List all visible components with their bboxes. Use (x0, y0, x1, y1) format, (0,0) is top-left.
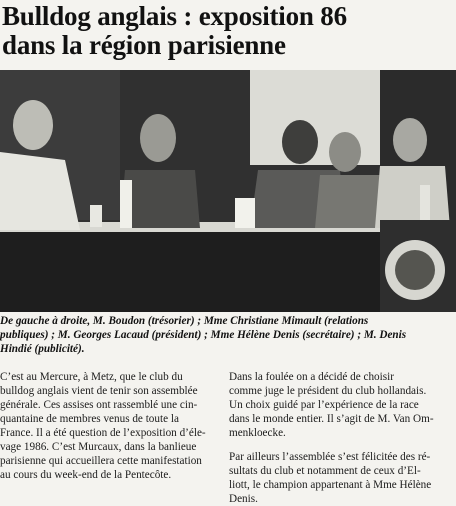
article-headline (2, 2, 454, 60)
body-line: vage 1986. C’est Murcaux, dans la banlieue (0, 441, 197, 453)
body-line: comme juge le président du club hollandais. (229, 385, 427, 397)
body-line: sultats du club et notamment de ceux d’El- (229, 465, 421, 477)
body-line: générale. Ces assises ont rassemblé une cin- (0, 399, 198, 411)
headline-line: dans la région parisienne (2, 30, 286, 60)
caption-line: publiques) ; M. Georges Lacaud (président) ; Mme Hélène Denis (secrétaire) ; M. Denis (0, 329, 407, 341)
body-line: Par ailleurs l’assemblée s’est félicitée des ré- (229, 451, 431, 463)
body-line: parisienne qui accueillera cette manifestation (0, 455, 202, 467)
body-line: Denis. (229, 493, 258, 505)
caption-line: De gauche à droite, M. Boudon (trésorier) ; Mme Christiane Mimault (relations (0, 315, 369, 327)
body-line: quantaine de membres venus de toute la (0, 413, 179, 425)
body-line: dans le monde entier. Il s’agit de M. Van Om- (229, 413, 434, 425)
right-column (229, 370, 455, 506)
body-line: menkloecke. (229, 427, 286, 439)
photo-caption (0, 314, 454, 356)
body-line: au cours du week-end de la Pentecôte. (0, 469, 172, 481)
meeting-photo (0, 70, 456, 312)
body-line: Dans la foulée on a décidé de choisir (229, 371, 394, 383)
body-line: C’est au Mercure, à Metz, que le club du (0, 371, 183, 383)
body-line: Un choix guidé par l’expérience de la race (229, 399, 419, 411)
body-line: bulldog anglais vient de tenir son assemblée (0, 385, 198, 397)
body-line: France. Il a été question de l’exposition d’éle- (0, 427, 206, 439)
body-line: liott, le champion appartenant à Mme Hélène (229, 479, 432, 491)
caption-line: Hindié (publicité). (0, 343, 85, 355)
headline-line: Bulldog anglais : exposition 86 (2, 1, 347, 31)
left-column (0, 370, 215, 482)
